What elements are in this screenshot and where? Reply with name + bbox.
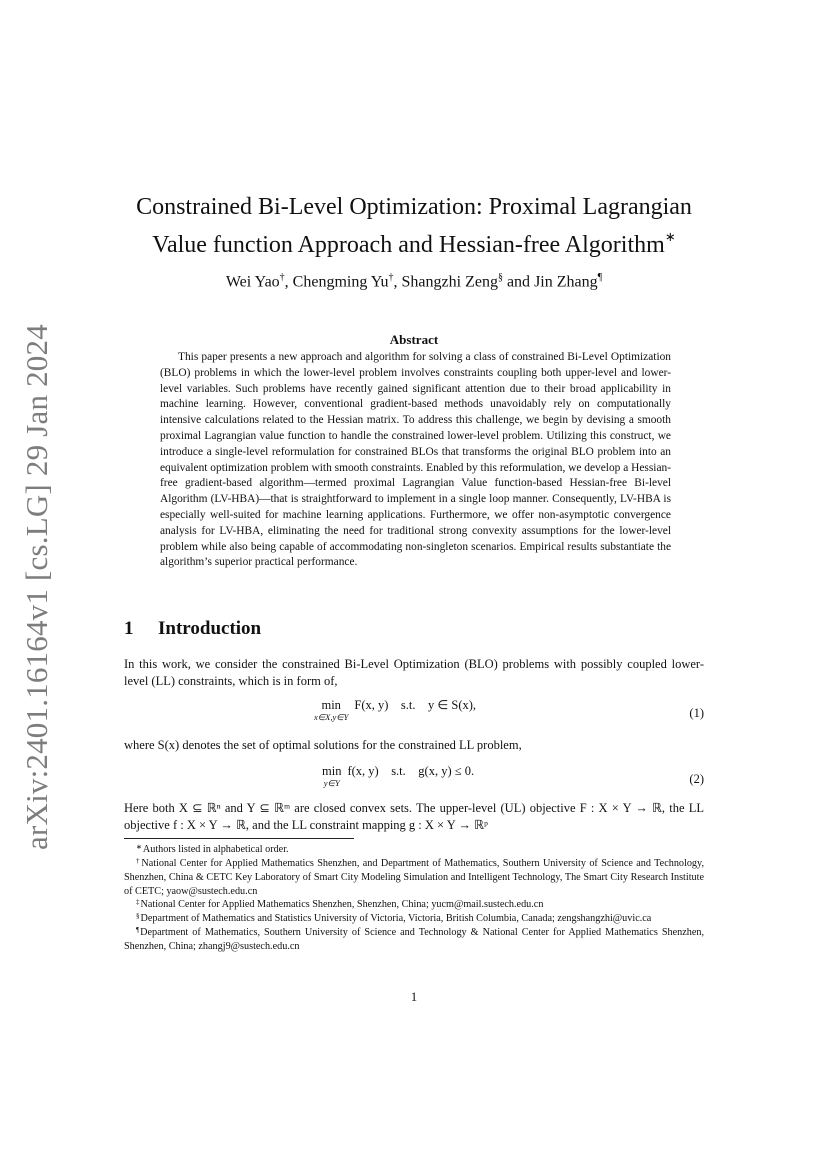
abstract-heading: Abstract (389, 332, 439, 347)
title-line-2 (100, 223, 728, 261)
footnote (124, 912, 704, 926)
equation-1 (124, 698, 704, 728)
author-affiliation-mark: § (497, 272, 503, 283)
section-heading (124, 618, 261, 640)
author-name: Wei Yao (225, 273, 280, 291)
equation-2-number: (2) (689, 772, 704, 786)
equation-2 (124, 764, 704, 794)
author-affiliation-mark: † (388, 272, 394, 283)
equation-2-body: f(x, y) s.t. g(x, y) ≤ 0. (347, 764, 475, 778)
page-number: 1 (410, 990, 418, 1004)
intro-paragraph-1: In this work, we consider the constrained Bi-Level Optimization (BLO) problems with possibly coupled lower-level (LL) constraints, which is in form of, (124, 657, 704, 688)
title-line-1: Constrained Bi-Level Optimization: Proximal Lagrangian (136, 194, 692, 220)
footnote-text: Department of Mathematics, Southern University of Science and Technology & National Center for Applied Mathematics Shenzhen, Shenzhen, China; zhangj9@sustech.edu.cn (124, 927, 704, 953)
author-affiliation-mark: ¶ (597, 272, 603, 283)
intro-paragraph-3: Here both X ⊆ ℝⁿ and Y ⊆ ℝᵐ are closed convex sets. The upper-level (UL) objective F : X × Y → ℝ, the LL objective f : X × Y → ℝ, and the LL constraint mapping g : X × Y → ℝᵖ (124, 801, 704, 832)
arxiv-identifier: arXiv:2401.16164v1 [cs.LG] 29 Jan 2024 (19, 324, 54, 850)
author-affiliation-mark: † (279, 272, 285, 283)
paper-title (100, 191, 728, 261)
footnote (124, 857, 704, 898)
footnote (124, 898, 704, 912)
footnote-mark: † (136, 857, 141, 866)
title-line-2-text: Value function Approach and Hessian-free Algorithm (152, 232, 665, 258)
abstract-text: This paper presents a new approach and algorithm for solving a class of constrained Bi-Level Optimization (BLO) problems in which the lower-level problem involves constraints coupling both upper-level and lower-level variables. Such problems have recently gained significant attention due to their broad applicability in machine learning. However, conventional gradient-based methods unavoidably rely on computationally intensive calculations related to the Hessian matrix. To address this challenge, we begin by devising a smooth proximal Lagrangian value function to handle the constrained lower-level problem. Utilizing this construct, we introduce a single-level reformulation for constrained BLOs that transforms the original BLO problem into an equivalent optimization problem with smooth constraints. Enabled by this reformulation, we develop a Hessian-free gradient-based algorithm—termed proximal Lagrangian Value function-based Hessian-free Bi-level Algorithm (LV-HBA)—that is straightforward to implement in a single loop manner. Consequently, LV-HBA is especially well-suited for machine learning applications. Furthermore, we offer non-asymptotic convergence analysis for LV-HBA, eliminating the need for traditional strong convexity assumptions for the lower-level problem while also being capable of accommodating non-singleton scenarios. Empirical results substantiate the algorithm’s superior practical performance. (160, 351, 671, 569)
author-separator: , (393, 273, 402, 291)
author-list (100, 266, 728, 294)
author-name: Jin Zhang (534, 273, 598, 291)
footnote-text: National Center for Applied Mathematics Shenzhen, Shenzhen, China; yucm@mail.sustech.edu.cn (140, 898, 544, 910)
footnote-text: Authors listed in alphabetical order. (142, 844, 289, 855)
footnote-mark: ‡ (136, 897, 140, 906)
author-name: Chengming Yu (292, 273, 389, 291)
footnote-mark: ∗ (136, 843, 142, 851)
author-separator: and (502, 273, 535, 291)
footnote-mark: § (136, 912, 140, 921)
intro-paragraph-2: where S(x) denotes the set of optimal solutions for the constrained LL problem, (124, 738, 522, 752)
equation-1-operator: min x∈X,y∈Y (314, 698, 349, 722)
equation-2-operator: min y∈Y (322, 764, 342, 788)
footnote (124, 843, 704, 857)
equation-1-math (314, 698, 476, 722)
footnote-rule (124, 838, 354, 839)
footnote (124, 926, 704, 953)
equation-2-math (322, 764, 474, 788)
equation-1-body: F(x, y) s.t. y ∈ S(x), (354, 698, 477, 712)
equation-1-number: (1) (689, 706, 704, 720)
author-separator: , (284, 273, 293, 291)
footnote-text: National Center for Applied Mathematics Shenzhen, and Department of Mathematics, Southern University of Science and Technology, Shenzhen, China & CETC Key Laboratory of Smart City Modeling Simulation and Intelligent Technology, The Smart City Research Institute of CETC; yaow@sustech.edu.cn (124, 858, 705, 897)
footnote-text: Department of Mathematics and Statistics University of Victoria, Victoria, British Columbia, Canada; zengshangzhi@uvic.ca (140, 913, 652, 925)
footnotes (124, 843, 704, 954)
section-number: 1 (124, 618, 134, 639)
author-name: Shangzhi Zeng (401, 273, 498, 291)
section-title: Introduction (158, 618, 262, 639)
footnote-mark: ¶ (136, 926, 140, 935)
title-footnote-marker: ∗ (664, 229, 676, 244)
